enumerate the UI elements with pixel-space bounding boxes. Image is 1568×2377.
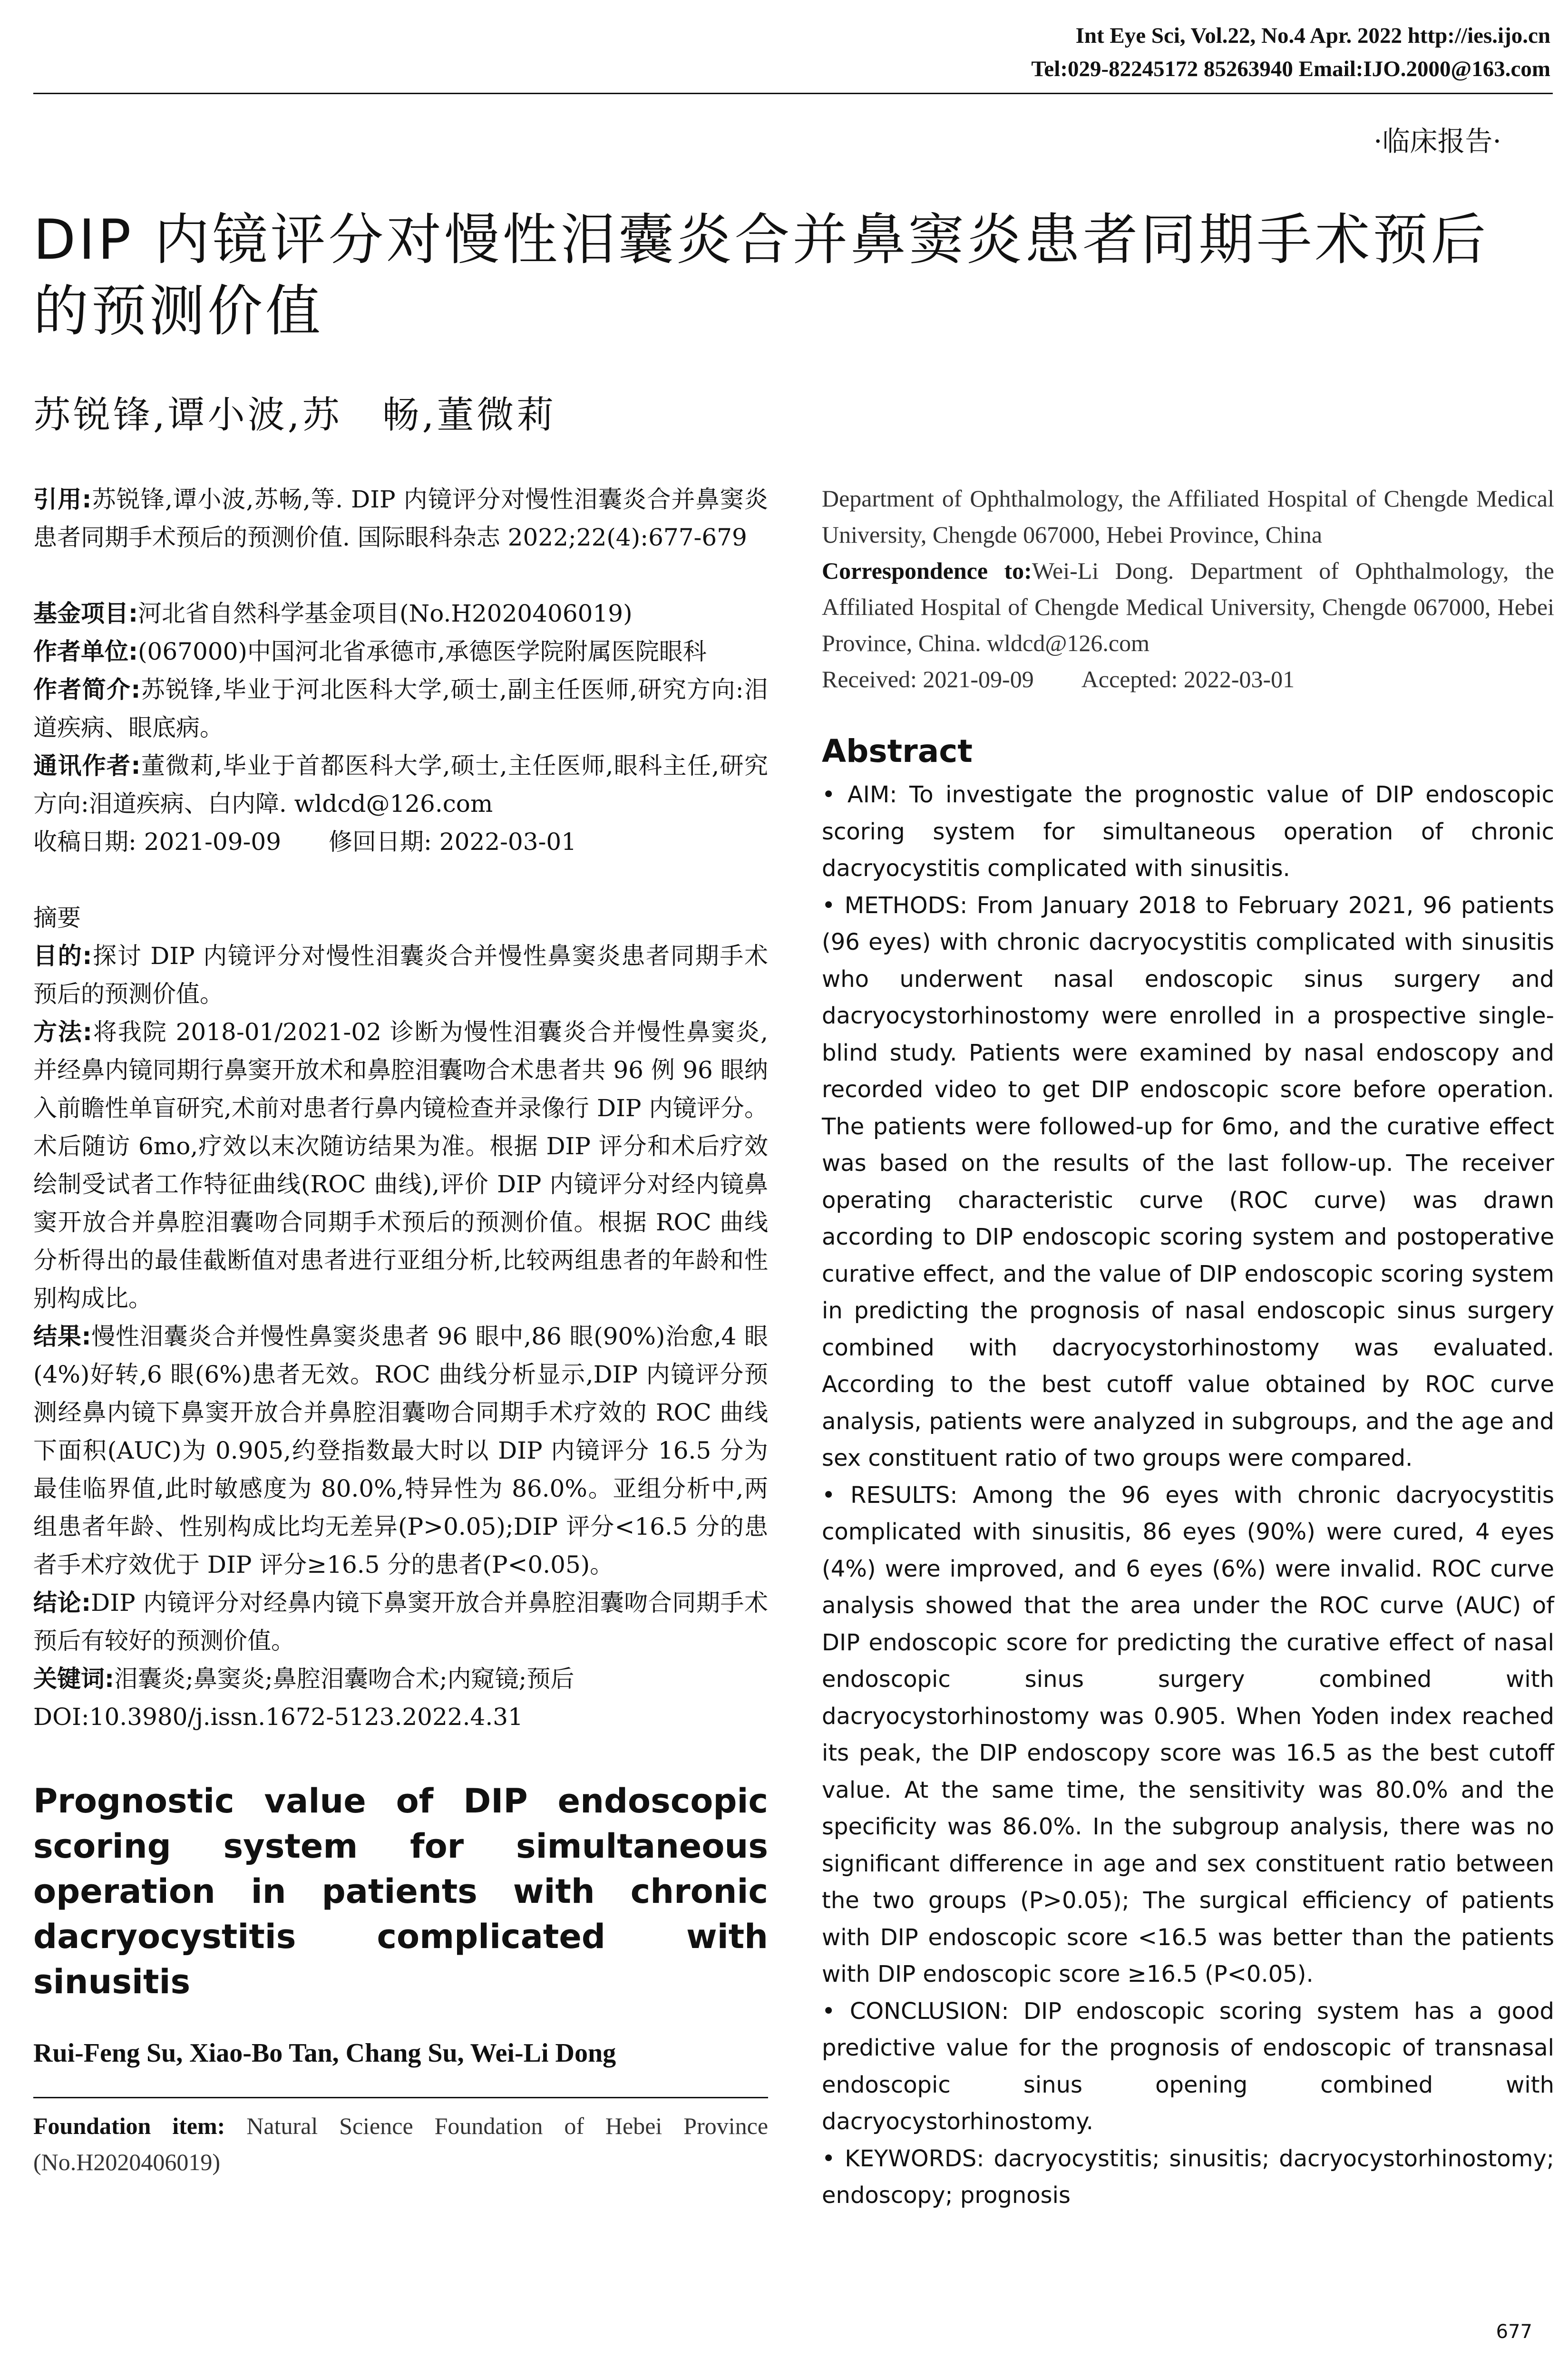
methods-label: 方法:: [33, 1018, 92, 1046]
foundation-item: [33, 2108, 768, 2180]
info-bio-text: 苏锐锋,毕业于河北医科大学,硕士,副主任医师,研究方向:泪道疾病、眼底病。: [33, 676, 768, 741]
abstract-cn-heading: 摘要: [33, 904, 81, 932]
article-title-cn: DIP 内镜评分对慢性泪囊炎合并鼻窦炎患者同期手术预后的预测价值: [33, 208, 1489, 343]
info-fund: [33, 594, 768, 633]
abstract-en-heading: Abstract: [822, 733, 973, 770]
page-number: 677: [1496, 2321, 1532, 2343]
journal-header: [837, 19, 1550, 86]
abstract-en-methods: • METHODS: From January 2018 to February 2021, 96 patients (96 eyes) with chronic dacryocystitis complicated with sinusitis who underwent nasal endoscopic sinus surgery and dacryocystorhinostomy were enrolled in a prospective single-blind study. Patients were examined by nasal endoscopy and recorded video to get DIP endoscopic score before operation. The patients were followed-up for 6mo, and the curative effect was based on the results of the last follow-up. The receiver operating characteristic curve (ROC curve) was drawn according to DIP endoscopic scoring system and postoperative curative effect, and the value of DIP endoscopic scoring system in predicting the prognosis of nasal endoscopic sinus surgery combined with dacryocystorhinostomy was evaluated. According to the best cutoff value obtained by ROC curve analysis, patients were analyzed in subgroups, and the age and sex constituent ratio of two groups were compared.: [822, 892, 1554, 1471]
abstract-en-results: • RESULTS: Among the 96 eyes with chronic dacryocystitis complicated with sinusitis, 86 eyes (90%) were cured, 4 eyes (4%) were improved, and 6 eyes (6%) were invalid. ROC curve analysis showed that the area under the ROC curve (AUC) of DIP endoscopic score for predicting the curative effect of nasal endoscopic sinus surgery combined with dacryocystorhinostomy was 0.905. When Yoden index reached its peak, the DIP endoscopy score was 16.5 as the best cutoff value. At the same time, the sensitivity was 80.0% and the specificity was 86.0%. In the subgroup analysis, there was no significant difference in age and sex constituent ratio between the two groups (P>0.05); The surgical efficiency of patients with DIP endoscopic score <16.5 was better than the patients with DIP endoscopic score ≥16.5 (P<0.05).: [822, 1481, 1554, 1987]
left-column: [33, 480, 768, 2180]
journal-header-line1: Int Eye Sci, Vol.22, No.4 Apr. 2022 http://ies.ijo.cn: [1075, 23, 1550, 48]
journal-header-line2: Tel:029-82245172 85263940 Email:IJO.2000@163.com: [1031, 57, 1550, 81]
header-rule: [33, 93, 1553, 94]
abstract-en-conclusion: • CONCLUSION: DIP endoscopic scoring system has a good predictive value for the prognosis of endoscopic of transnasal endoscopic sinus opening combined with dacryocystorhinostomy.: [822, 1997, 1554, 2135]
aim-label: 目的:: [33, 942, 92, 970]
correspondence-label: Correspondence to:: [822, 557, 1032, 584]
info-bio-label: 作者简介:: [33, 676, 141, 703]
keywords-label: 关键词:: [33, 1665, 114, 1693]
keywords-text: 泪囊炎;鼻窦炎;鼻腔泪囊吻合术;内窥镜;预后: [114, 1665, 575, 1693]
conclusion-text: DIP 内镜评分对经鼻内镜下鼻窦开放合并鼻腔泪囊吻合同期手术预后有较好的预测价值。: [33, 1589, 769, 1655]
info-unit: [33, 633, 768, 671]
correspondence-text: Wei-Li Dong. Department of Ophthalmology, the Affiliated Hospital of Chengde Medical University, Chengde 067000, Hebei Province, China. wldcd@126.com: [822, 557, 1554, 656]
info-corresponding: [33, 747, 768, 823]
abstract-cn-aim: [33, 937, 768, 1013]
citation-text: 苏锐锋,谭小波,苏畅,等. DIP 内镜评分对慢性泪囊炎合并鼻窦炎患者同期手术预后的预测价值. 国际眼科杂志 2022;22(4):677-679: [33, 486, 768, 551]
abstract-cn-conclusion: [33, 1584, 768, 1660]
abstract-en-aim: • AIM: To investigate the prognostic value of DIP endoscopic scoring system for simultaneous operation of chronic dacryocystitis complicated with sinusitis.: [822, 781, 1554, 882]
info-corresponding-text: 董微莉,毕业于首都医科大学,硕士,主任医师,眼科主任,研究方向:泪道疾病、白内障. wldcd@126.com: [33, 752, 768, 818]
foundation-label: Foundation item:: [33, 2113, 225, 2139]
abstract-cn-keywords: [33, 1660, 768, 1698]
dates-cn: 收稿日期: 2021-09-09 修回日期: 2022-03-01: [33, 828, 577, 856]
correspondence: [822, 553, 1554, 661]
authors-en: Rui-Feng Su, Xiao-Bo Tan, Chang Su, Wei-Li Dong: [33, 2038, 616, 2068]
methods-text: 将我院 2018-01/2021-02 诊断为慢性泪囊炎合并慢性鼻窦炎,并经鼻内镜同期行鼻窦开放术和鼻腔泪囊吻合术患者共 96 例 96 眼纳入前瞻性单盲研究,术前对患者行鼻内镜检查并录像行 DIP 内镜评分。术后随访 6mo,疗效以末次随访结果为准。根据 DIP 评分和术后疗效绘制受试者工作特征曲线(ROC 曲线),评价 DIP 内镜评分对经内镜鼻窦开放合并鼻腔泪囊吻合同期手术预后的预测价值。根据 ROC 曲线分析得出的最佳截断值对患者进行亚组分析,比较两组患者的年龄和性别构成比。: [33, 1018, 768, 1312]
info-fund-label: 基金项目:: [33, 600, 138, 627]
authors-cn: 苏锐锋,谭小波,苏 畅,董微莉: [33, 394, 557, 437]
abstract-cn-results: [33, 1317, 768, 1584]
report-type: ·临床报告·: [1373, 125, 1501, 157]
results-text: 慢性泪囊炎合并慢性鼻窦炎患者 96 眼中,86 眼(90%)治愈,4 眼(4%)好转,6 眼(6%)患者无效。ROC 曲线分析显示,DIP 内镜评分预测经鼻内镜下鼻窦开放合并鼻腔泪囊吻合同期手术疗效的 ROC 曲线下面积(AUC)为 0.905,约登指数最大时以 DIP 内镜评分 16.5 分为最佳临界值,此时敏感度为 80.0%,特异性为 86.0%。亚组分析中,两组患者年龄、性别构成比均无差异(P>0.05);DIP 评分<16.5 分的患者手术疗效优于 DIP 评分≥16.5 分的患者(P<0.05)。: [33, 1323, 768, 1578]
dates-en: Received: 2021-09-09 Accepted: 2022-03-01: [822, 666, 1295, 692]
info-corresponding-label: 通讯作者:: [33, 752, 141, 779]
article-title-en: Prognostic value of DIP endoscopic scoring system for simultaneous operation in patients with chronic dacryocystitis complicated with sinusitis: [33, 1782, 768, 2001]
abstract-cn-methods: [33, 1013, 768, 1317]
doi: DOI:10.3980/j.issn.1672-5123.2022.4.31: [33, 1703, 523, 1731]
info-unit-label: 作者单位:: [33, 638, 138, 665]
results-label: 结果:: [33, 1323, 91, 1350]
aim-text: 探讨 DIP 内镜评分对慢性泪囊炎合并慢性鼻窦炎患者同期手术预后的预测价值。: [33, 942, 768, 1008]
left-rule: [33, 2097, 768, 2098]
citation-label: 引用:: [33, 486, 92, 513]
abstract-en-keywords: • KEYWORDS: dacryocystitis; sinusitis; dacryocystorhinostomy; endoscopy; prognosis: [822, 2145, 1554, 2209]
conclusion-label: 结论:: [33, 1589, 91, 1617]
affiliation-en: Department of Ophthalmology, the Affiliated Hospital of Chengde Medical University, Chengde 067000, Hebei Province, China: [822, 485, 1554, 548]
info-bio: [33, 671, 768, 747]
info-unit-text: (067000)中国河北省承德市,承德医学院附属医院眼科: [138, 638, 707, 665]
foundation-text: Natural Science Foundation of Hebei Province (No.H2020406019): [33, 2113, 769, 2175]
info-fund-text: 河北省自然科学基金项目(No.H2020406019): [138, 600, 633, 627]
right-column: [822, 480, 1554, 2214]
citation: [33, 480, 768, 556]
